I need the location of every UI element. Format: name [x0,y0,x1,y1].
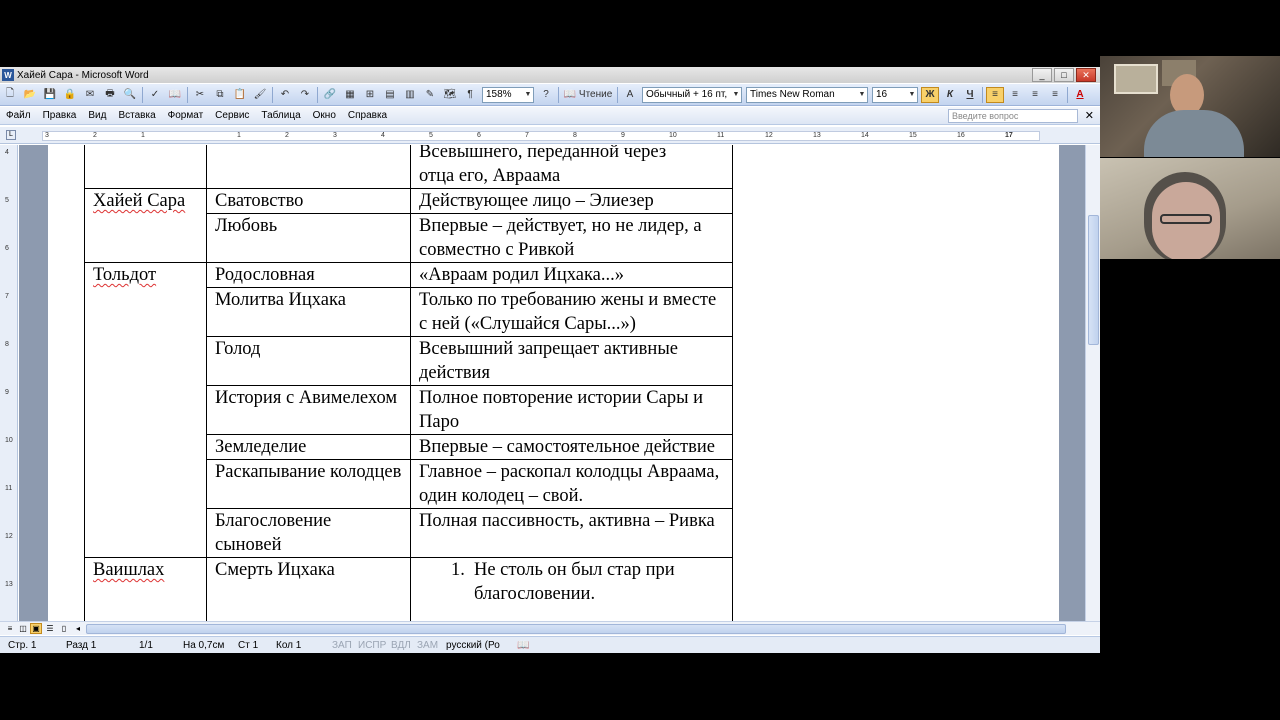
table-cell[interactable]: Главное – раскопал колодцы Авраама, один колодец – свой. [411,460,733,509]
status-bar [0,636,1100,653]
table-cell[interactable]: История с Авимелехом [207,386,411,435]
reading-view-icon[interactable]: ▯ [61,624,67,633]
document-area [19,145,1085,621]
table-cell[interactable] [411,558,733,622]
show-formatting-icon[interactable]: ¶ [467,89,473,100]
table-cell[interactable]: Земледелие [207,435,411,460]
cell-text: Хайей Сара [93,191,186,211]
toolbar-separator [617,87,618,103]
table-cell[interactable]: Всевышний запрещает активные действия [411,337,733,386]
window-controls [1032,68,1096,82]
horizontal-ruler[interactable] [0,127,1100,144]
research-icon[interactable]: 📖 [168,89,182,100]
ruler-label: 2 [93,132,97,139]
minimize-button[interactable]: _ [1032,68,1052,82]
tables-borders-icon[interactable]: ▦ [345,89,355,100]
ruler-label: 11 [5,485,13,492]
document-table[interactable] [84,145,733,621]
table-cell[interactable] [207,145,411,189]
ask-question-input[interactable]: Введите вопрос [948,109,1078,123]
status-page: Стр. 1 [8,640,37,651]
word-window [0,67,1100,653]
status-pages: 1/1 [139,640,153,651]
ruler-label: 17 [1005,132,1013,139]
columns-icon[interactable]: ▥ [405,89,415,100]
toolbar-separator [142,87,143,103]
table-cell[interactable]: Любовь [207,214,411,263]
format-painter-icon[interactable]: 🖌 [253,89,267,100]
wall-picture [1114,64,1158,94]
table-cell[interactable]: Благословение сыновей [207,509,411,558]
table-row [85,263,733,288]
email-icon[interactable]: ✉ [85,89,95,100]
menu-item-edit[interactable]: Правка [42,110,77,121]
ruler-track [42,131,1040,141]
align-left-icon[interactable]: ≡ [986,87,1004,103]
menu-item-window[interactable]: Окно [312,110,336,121]
font-select[interactable] [746,87,868,103]
ruler-label: 10 [5,437,13,444]
menu-item-insert[interactable]: Вставка [118,110,156,121]
ruler-label: 1 [237,132,241,139]
ruler-label: 9 [621,132,625,139]
bold-button[interactable]: Ж [921,87,939,103]
status-track-changes[interactable]: ИСПР [358,640,387,651]
ruler-label: 4 [5,149,9,156]
web-view-icon[interactable]: ◫ [19,624,27,633]
table-row [85,189,733,214]
ruler-label: 11 [717,132,725,139]
ruler-label: 4 [381,132,385,139]
ruler-label: 2 [285,132,289,139]
table-cell-parasha[interactable] [85,558,207,622]
table-cell[interactable]: Голод [207,337,411,386]
ruler-label: 8 [5,341,9,348]
ruler-label: 13 [5,581,13,588]
table-cell[interactable] [85,145,207,189]
ruler-label: 6 [477,132,481,139]
cell-line: Всевышнего, переданной через [419,145,667,162]
copy-icon[interactable]: ⧉ [216,89,224,100]
justify-icon[interactable]: ≡ [1052,89,1058,100]
video-participant-tile[interactable] [1100,56,1280,157]
table-cell[interactable] [411,145,733,189]
paste-icon[interactable]: 📋 [233,89,247,100]
status-position: На 0,7см [183,640,225,651]
formatting-toolbar [0,84,1100,106]
glasses [1160,214,1212,224]
menu-item-file[interactable]: Файл [6,110,31,121]
tab-selector-icon[interactable]: L [6,130,16,140]
cut-icon[interactable]: ✂ [195,89,205,100]
ruler-label: 8 [573,132,577,139]
zoom-value: 158% [486,89,512,100]
italic-button[interactable]: К [946,89,954,100]
table-cell[interactable]: Впервые – действует, но не лидер, а совместно с Ривкой [411,214,733,263]
close-button[interactable]: ✕ [1076,68,1096,82]
numbered-list-item [419,558,724,606]
new-document-icon[interactable]: 🗋 [5,88,15,99]
font-size-value: 16 [876,89,888,100]
save-icon[interactable]: 💾 [43,89,57,100]
print-preview-icon[interactable]: 🔍 [123,89,137,100]
drawing-icon[interactable]: ✎ [425,89,435,100]
status-language[interactable]: русский (Ро [446,640,500,651]
permission-icon[interactable]: 🔒 [63,89,77,100]
ruler-label: 5 [429,132,433,139]
title-bar [0,67,1100,83]
outline-view-icon[interactable]: ☰ [46,624,54,633]
spelling-icon[interactable]: ✓ [150,89,160,100]
print-icon[interactable]: 🖶 [105,88,115,99]
list-number: 1. [451,560,465,580]
word-app-icon[interactable]: W [2,69,14,81]
table-cell[interactable]: Смерть Ицхака [207,558,411,622]
menu-bar [0,107,1100,125]
style-value: Обычный + 16 пт, [646,89,728,100]
chevron-down-icon[interactable]: ▼ [524,91,532,98]
scrollbar-thumb[interactable] [1088,215,1099,345]
table-row [85,558,733,622]
chevron-down-icon[interactable]: ▼ [908,91,916,98]
table-cell[interactable]: Действующее лицо – Элиезер [411,189,733,214]
table-cell[interactable]: «Авраам родил Ицхака...» [411,263,733,288]
ruler-label: 15 [909,132,917,139]
underline-button[interactable]: Ч [966,89,974,100]
ruler-label: 6 [5,245,9,252]
menu-item-tools[interactable]: Сервис [215,110,250,121]
ruler-label: 3 [333,132,337,139]
ruler-label: 9 [5,389,9,396]
ruler-label: 16 [957,132,965,139]
normal-view-icon[interactable]: ≡ [7,624,13,633]
table-row [85,145,733,189]
open-icon[interactable]: 📂 [23,89,37,100]
table-cell-parasha[interactable] [85,263,207,558]
read-button[interactable] [562,87,614,103]
ruler-label: 7 [5,293,9,300]
document-page[interactable] [48,145,1059,621]
toolbar-separator [187,87,188,103]
scroll-left-icon[interactable]: ◂ [75,624,80,633]
toolbar-separator [982,87,983,103]
chevron-down-icon[interactable]: ▼ [732,91,740,98]
document-map-icon[interactable]: 🗺 [443,89,457,100]
read-icon: 📖 [563,89,577,100]
ruler-label: 5 [5,197,9,204]
person-body [1144,110,1244,157]
horizontal-scrollbar[interactable] [0,621,1100,635]
maximize-button[interactable]: □ [1054,68,1074,82]
table-cell[interactable]: Родословная [207,263,411,288]
menu-item-format[interactable]: Формат [167,110,204,121]
table-cell[interactable]: Только по требованию жены и вместе с ней («Слушайся Сары...») [411,288,733,337]
align-right-icon[interactable]: ≡ [1032,89,1038,100]
table-cell[interactable]: Раскапывание колодцев [207,460,411,509]
ruler-label: 1 [141,132,145,139]
status-section: Разд 1 [66,640,97,651]
ruler-label: 13 [813,132,821,139]
vertical-ruler[interactable] [0,145,18,621]
ruler-label: 12 [5,533,13,540]
close-document-icon[interactable]: ✕ [1084,110,1094,122]
table-cell[interactable]: Впервые – самостоятельное действие [411,435,733,460]
status-record[interactable]: ЗАП [332,640,352,651]
vertical-scrollbar[interactable] [1085,145,1100,621]
ruler-label: 10 [669,132,677,139]
zoom-select[interactable] [482,87,534,103]
status-column: Кол 1 [276,640,302,651]
table-cell[interactable]: Полная пассивность, активна – Ривка [411,509,733,558]
undo-icon[interactable]: ↶ [280,89,290,100]
menu-item-help[interactable]: Справка [347,110,388,121]
chevron-down-icon[interactable]: ▼ [858,91,866,98]
cell-text: Тольдот [93,265,157,285]
style-select[interactable] [642,87,742,103]
table-cell[interactable]: Молитва Ицхака [207,288,411,337]
styles-icon[interactable]: A [626,89,634,100]
status-overtype[interactable]: ЗАМ [417,640,439,651]
video-participant-tile[interactable] [1100,158,1280,259]
status-line: Ст 1 [238,640,259,651]
align-center-icon[interactable]: ≡ [1012,89,1018,100]
scrollbar-thumb[interactable] [86,624,1066,634]
print-layout-icon[interactable]: ▣ [30,623,42,634]
menu-item-table[interactable]: Таблица [261,110,301,121]
toolbar-separator [558,87,559,103]
ruler-label: 12 [765,132,773,139]
insert-table-icon[interactable]: ⊞ [365,89,375,100]
toolbar-separator [317,87,318,103]
cell-text: Ваишлах [93,560,165,580]
window-title: Хайей Сара - Microsoft Word [17,69,149,81]
redo-icon[interactable]: ↷ [300,89,310,100]
toolbar-separator [1067,87,1068,103]
font-color-icon[interactable]: A [1076,89,1084,100]
read-label: Чтение [578,89,613,100]
table-cell[interactable]: Сватовство [207,189,411,214]
help-icon[interactable]: ? [543,89,549,100]
insert-excel-icon[interactable]: ▤ [385,89,395,100]
table-cell-parasha[interactable] [85,189,207,263]
menu-item-view[interactable]: Вид [88,110,107,121]
font-size-select[interactable] [872,87,918,103]
font-value: Times New Roman [750,89,835,100]
ruler-label: 3 [45,132,49,139]
ruler-label: 14 [861,132,869,139]
list-text: Не столь он был стар при благословении. [473,560,675,604]
spelling-status-icon[interactable]: 📖 [517,640,530,651]
hyperlink-icon[interactable]: 🔗 [323,89,337,100]
cell-line: отца его, Авраама [419,166,561,186]
ruler-label: 7 [525,132,529,139]
toolbar-separator [272,87,273,103]
status-extend[interactable]: ВДЛ [391,640,411,651]
table-cell[interactable]: Полное повторение истории Сары и Паро [411,386,733,435]
